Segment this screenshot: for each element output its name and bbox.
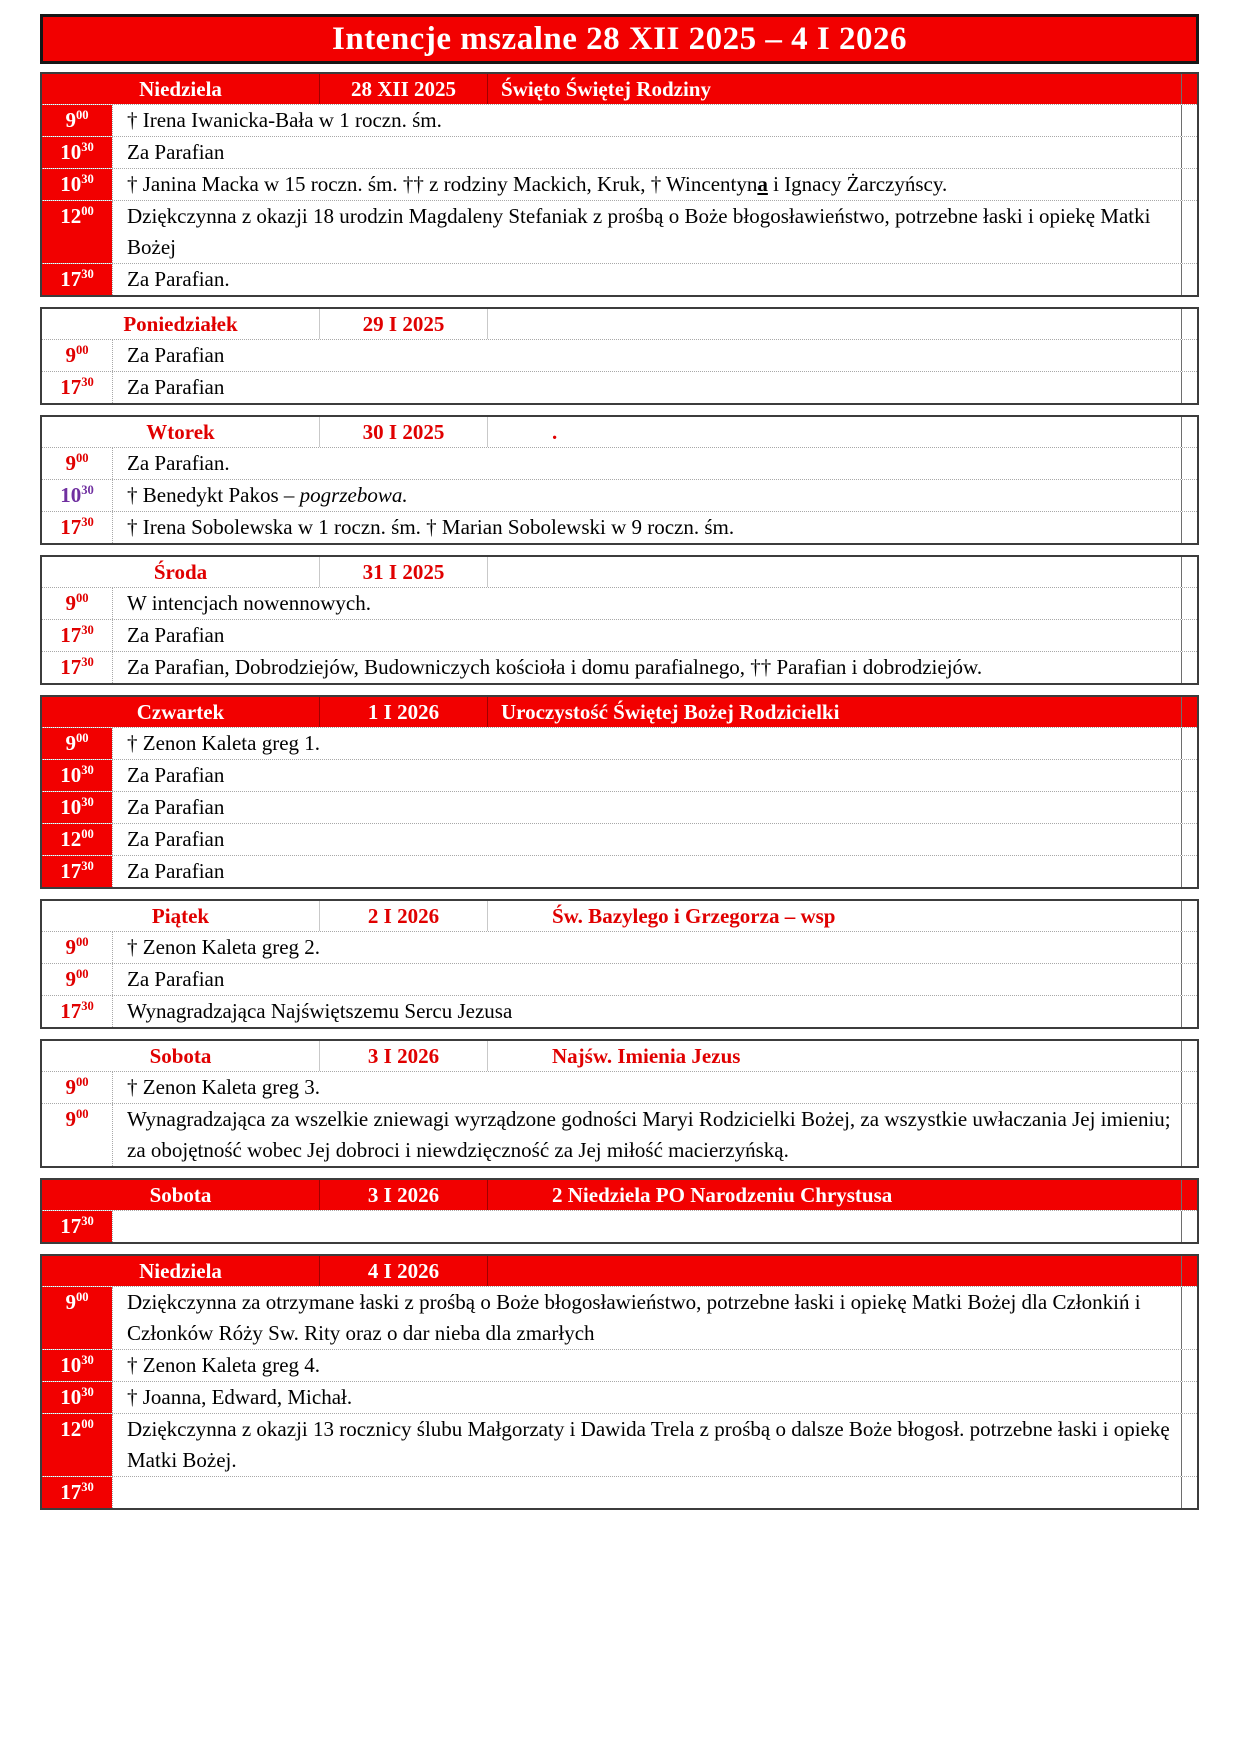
intention-text: Za Parafian, Dobrodziejów, Budowniczych kościoła i domu parafialnego, †† Parafian i dobrodziejów. <box>112 652 1181 683</box>
time-cell <box>42 824 112 855</box>
intention-row <box>42 200 1197 263</box>
end-column <box>1181 309 1197 339</box>
intention-row <box>42 619 1197 651</box>
section-day-name: Środa <box>42 557 320 587</box>
time-hour: 12 <box>60 827 82 851</box>
day-section-sobota-3-rano <box>40 1039 1199 1168</box>
intention-text: † Zenon Kaleta greg 2. <box>112 932 1181 963</box>
day-section-sroda-31 <box>40 555 1199 685</box>
intention-text: Wynagradzająca za wszelkie zniewagi wyrządzone godności Maryi Rodzicielki Bożej, za wszystkie uwłaczania Jej imieniu; za obojętność wobec Jej dobroci i niewdzięczność za Jej miłość macierzyńską. <box>112 1104 1181 1166</box>
time-hour: 10 <box>60 172 82 196</box>
time-hour: 12 <box>60 204 82 228</box>
intention-row <box>42 995 1197 1027</box>
section-day-name: Sobota <box>42 1180 320 1210</box>
time-hour: 9 <box>65 731 76 755</box>
time-hour: 9 <box>65 451 76 475</box>
time-hour: 10 <box>60 763 82 787</box>
time-minutes: 00 <box>75 967 89 981</box>
intention-row <box>42 479 1197 511</box>
section-header <box>42 417 1197 447</box>
time-hour: 10 <box>60 1385 82 1409</box>
end-column <box>1181 264 1197 295</box>
time-cell <box>42 620 112 651</box>
time-minutes: 30 <box>81 267 94 281</box>
intention-text: Za Parafian <box>112 856 1181 887</box>
section-day-name: Wtorek <box>42 417 320 447</box>
intention-text: † Zenon Kaleta greg 1. <box>112 728 1181 759</box>
time-minutes: 30 <box>81 1385 94 1399</box>
intention-row <box>42 447 1197 479</box>
intention-text: Za Parafian. <box>112 264 1181 295</box>
intention-text: Dziękczynna z okazji 13 rocznicy ślubu Małgorzaty i Dawida Trela z prośbą o dalsze Boże błogosł. potrzebne łaski i opiekę Matki Bożej. <box>112 1414 1181 1476</box>
day-section-sobota-3-wieczor <box>40 1178 1199 1244</box>
time-minutes: 30 <box>81 859 94 873</box>
section-day-name: Niedziela <box>42 1256 320 1286</box>
intention-text <box>112 1211 1181 1242</box>
time-minutes: 30 <box>81 999 94 1013</box>
time-minutes: 00 <box>81 827 94 841</box>
section-date: 3 I 2026 <box>320 1041 488 1071</box>
section-header <box>42 1256 1197 1286</box>
time-minutes: 30 <box>81 1214 94 1228</box>
intention-text: Za Parafian <box>112 760 1181 791</box>
time-minutes: 30 <box>81 515 94 529</box>
time-cell <box>42 588 112 619</box>
time-cell <box>42 1350 112 1381</box>
time-cell <box>42 137 112 168</box>
section-header <box>42 901 1197 931</box>
end-column <box>1181 588 1197 619</box>
end-column <box>1181 1477 1197 1508</box>
end-column <box>1181 512 1197 543</box>
time-minutes: 30 <box>81 655 94 669</box>
day-section-piatek-2 <box>40 899 1199 1029</box>
day-section-niedziela-28-xii <box>40 72 1199 297</box>
intention-text: W intencjach nowennowych. <box>112 588 1181 619</box>
intention-text: Za Parafian <box>112 372 1181 403</box>
intention-row <box>42 1413 1197 1476</box>
time-cell <box>42 105 112 136</box>
time-cell <box>42 760 112 791</box>
intention-text: Wynagradzająca Najświętszemu Sercu Jezusa <box>112 996 1181 1027</box>
time-cell <box>42 728 112 759</box>
time-minutes: 30 <box>81 172 94 186</box>
intention-text-part: † Benedykt Pakos – <box>127 483 300 507</box>
intention-text <box>112 480 1181 511</box>
intention-row <box>42 136 1197 168</box>
intention-row <box>42 263 1197 295</box>
end-column <box>1181 372 1197 403</box>
intention-text: † Zenon Kaleta greg 3. <box>112 1072 1181 1103</box>
time-hour: 10 <box>60 1353 82 1377</box>
end-column <box>1181 652 1197 683</box>
time-minutes: 00 <box>81 1417 94 1431</box>
end-column <box>1181 1041 1197 1071</box>
time-hour: 9 <box>65 967 76 991</box>
end-column <box>1181 1287 1197 1349</box>
end-column <box>1181 137 1197 168</box>
end-column <box>1181 1211 1197 1242</box>
time-cell <box>42 1072 112 1103</box>
time-hour: 17 <box>60 267 82 291</box>
intention-text: Za Parafian <box>112 137 1181 168</box>
end-column <box>1181 1104 1197 1166</box>
time-cell <box>42 480 112 511</box>
time-cell <box>42 652 112 683</box>
time-hour: 9 <box>65 1075 76 1099</box>
section-feast: Najśw. Imienia Jezus <box>552 1044 741 1068</box>
section-day-name: Sobota <box>42 1041 320 1071</box>
intention-row <box>42 1103 1197 1166</box>
time-hour: 17 <box>60 859 82 883</box>
intention-text: † Irena Sobolewska w 1 roczn. śm. † Marian Sobolewski w 9 roczn. śm. <box>112 512 1181 543</box>
intention-row <box>42 1071 1197 1103</box>
intention-row <box>42 1286 1197 1349</box>
intention-row <box>42 963 1197 995</box>
section-feast: 2 Niedziela PO Narodzeniu Chrystusa <box>552 1183 893 1207</box>
end-column <box>1181 1072 1197 1103</box>
intention-text: † Joanna, Edward, Michał. <box>112 1382 1181 1413</box>
end-column <box>1181 792 1197 823</box>
time-cell <box>42 856 112 887</box>
section-feast: Uroczystość Świętej Bożej Rodzicielki <box>501 700 840 724</box>
day-section-wtorek-30 <box>40 415 1199 545</box>
time-hour: 12 <box>60 1417 82 1441</box>
day-section-niedziela-4 <box>40 1254 1199 1510</box>
time-minutes: 00 <box>75 1290 89 1304</box>
time-minutes: 30 <box>81 140 94 154</box>
time-cell <box>42 1211 112 1242</box>
section-header <box>42 697 1197 727</box>
section-date: 2 I 2026 <box>320 901 488 931</box>
end-column <box>1181 901 1197 931</box>
time-cell <box>42 932 112 963</box>
time-cell <box>42 512 112 543</box>
time-minutes: 00 <box>75 343 89 357</box>
section-header <box>42 309 1197 339</box>
end-column <box>1181 1414 1197 1476</box>
end-column <box>1181 1180 1197 1210</box>
time-cell <box>42 1382 112 1413</box>
time-cell <box>42 792 112 823</box>
intention-row <box>42 759 1197 791</box>
intention-row <box>42 587 1197 619</box>
section-date: 28 XII 2025 <box>320 74 488 104</box>
section-header <box>42 557 1197 587</box>
end-column <box>1181 728 1197 759</box>
time-cell <box>42 964 112 995</box>
time-cell <box>42 448 112 479</box>
end-column <box>1181 1382 1197 1413</box>
intention-row <box>42 855 1197 887</box>
end-column <box>1181 964 1197 995</box>
time-cell <box>42 1104 112 1166</box>
section-date: 4 I 2026 <box>320 1256 488 1286</box>
time-cell <box>42 201 112 263</box>
time-hour: 10 <box>60 795 82 819</box>
time-hour: 9 <box>65 108 76 132</box>
intention-row <box>42 1476 1197 1508</box>
end-column <box>1181 932 1197 963</box>
time-hour: 17 <box>60 999 82 1023</box>
intention-row <box>42 823 1197 855</box>
intention-text: Dziękczynna za otrzymane łaski z prośbą o Boże błogosławieństwo, potrzebne łaski i opiekę Matki Bożej dla Członkiń i Członków Róży Sw. Rity oraz o dar nieba dla zmarłych <box>112 1287 1181 1349</box>
intention-text <box>112 169 1181 200</box>
section-header <box>42 1041 1197 1071</box>
end-column <box>1181 1256 1197 1286</box>
time-hour: 17 <box>60 515 82 539</box>
time-hour: 10 <box>60 483 82 507</box>
intention-row <box>42 1210 1197 1242</box>
time-hour: 17 <box>60 655 82 679</box>
time-minutes: 00 <box>75 1075 89 1089</box>
time-cell <box>42 1414 112 1476</box>
end-column <box>1181 996 1197 1027</box>
end-column <box>1181 480 1197 511</box>
end-column <box>1181 557 1197 587</box>
intention-row <box>42 104 1197 136</box>
end-column <box>1181 340 1197 371</box>
title-banner <box>40 14 1199 64</box>
time-hour: 9 <box>65 591 76 615</box>
intention-row <box>42 931 1197 963</box>
section-header <box>42 74 1197 104</box>
section-date: 29 I 2025 <box>320 309 488 339</box>
section-feast: Św. Bazylego i Grzegorza – wsp <box>552 904 836 928</box>
time-minutes: 00 <box>81 204 94 218</box>
intention-text: Dziękczynna z okazji 18 urodzin Magdaleny Stefaniak z prośbą o Boże błogosławieństwo, potrzebne łaski i opiekę Matki Bożej <box>112 201 1181 263</box>
time-cell <box>42 264 112 295</box>
section-day-name: Niedziela <box>42 74 320 104</box>
time-cell <box>42 169 112 200</box>
end-column <box>1181 169 1197 200</box>
section-day-name: Poniedziałek <box>42 309 320 339</box>
time-hour: 17 <box>60 1214 82 1238</box>
intention-row <box>42 168 1197 200</box>
section-feast: Święto Świętej Rodziny <box>501 77 711 101</box>
time-hour: 17 <box>60 1480 82 1504</box>
time-minutes: 00 <box>75 591 89 605</box>
time-minutes: 30 <box>81 375 94 389</box>
time-minutes: 00 <box>75 935 89 949</box>
intention-row <box>42 1381 1197 1413</box>
time-cell <box>42 340 112 371</box>
intention-text-part: † Janina Macka w 15 roczn. śm. †† z rodziny Mackich, Kruk, † Wincentyn <box>127 172 758 196</box>
time-cell <box>42 1477 112 1508</box>
time-hour: 9 <box>65 935 76 959</box>
intention-text-part: pogrzebowa. <box>299 483 408 507</box>
section-date: 1 I 2026 <box>320 697 488 727</box>
intention-row <box>42 727 1197 759</box>
time-minutes: 30 <box>81 795 94 809</box>
time-cell <box>42 1287 112 1349</box>
section-date: 30 I 2025 <box>320 417 488 447</box>
end-column <box>1181 697 1197 727</box>
intention-row <box>42 511 1197 543</box>
end-column <box>1181 760 1197 791</box>
time-minutes: 30 <box>81 1480 94 1494</box>
time-cell <box>42 996 112 1027</box>
time-minutes: 30 <box>81 623 94 637</box>
time-minutes: 00 <box>75 108 89 122</box>
time-minutes: 00 <box>75 1107 89 1121</box>
intention-row <box>42 1349 1197 1381</box>
section-date: 3 I 2026 <box>320 1180 488 1210</box>
intention-row <box>42 371 1197 403</box>
day-section-poniedzialek-29 <box>40 307 1199 405</box>
section-day-name: Piątek <box>42 901 320 931</box>
end-column <box>1181 74 1197 104</box>
time-hour: 17 <box>60 623 82 647</box>
time-minutes: 30 <box>81 1353 94 1367</box>
schedule-sections <box>40 72 1199 1510</box>
end-column <box>1181 201 1197 263</box>
intention-text: Za Parafian <box>112 824 1181 855</box>
end-column <box>1181 824 1197 855</box>
section-header <box>42 1180 1197 1210</box>
end-column <box>1181 417 1197 447</box>
end-column <box>1181 105 1197 136</box>
time-cell <box>42 372 112 403</box>
day-section-czwartek-1 <box>40 695 1199 889</box>
intention-text <box>112 1477 1181 1508</box>
time-hour: 17 <box>60 375 82 399</box>
time-minutes: 00 <box>75 451 89 465</box>
intention-text-part: i Ignacy Żarczyńscy. <box>767 172 948 196</box>
intention-text: Za Parafian <box>112 340 1181 371</box>
end-column <box>1181 1350 1197 1381</box>
section-date: 31 I 2025 <box>320 557 488 587</box>
end-column <box>1181 448 1197 479</box>
intention-text: Za Parafian <box>112 964 1181 995</box>
intention-row <box>42 339 1197 371</box>
intention-row <box>42 651 1197 683</box>
end-column <box>1181 856 1197 887</box>
time-minutes: 30 <box>81 763 94 777</box>
time-hour: 10 <box>60 140 82 164</box>
intention-text: † Irena Iwanicka-Bała w 1 roczn. śm. <box>112 105 1181 136</box>
time-hour: 9 <box>65 1290 76 1314</box>
time-minutes: 00 <box>75 731 89 745</box>
end-column <box>1181 620 1197 651</box>
time-hour: 9 <box>65 343 76 367</box>
intention-text-part: a <box>757 172 768 196</box>
intention-row <box>42 791 1197 823</box>
page-title: Intencje mszalne 28 XII 2025 – 4 I 2026 <box>332 20 907 57</box>
intention-text: Za Parafian <box>112 792 1181 823</box>
intention-text: Za Parafian <box>112 620 1181 651</box>
section-feast: . <box>552 420 558 444</box>
section-day-name: Czwartek <box>42 697 320 727</box>
time-hour: 9 <box>65 1107 76 1131</box>
intention-text: Za Parafian. <box>112 448 1181 479</box>
time-minutes: 30 <box>81 483 94 497</box>
intention-text: † Zenon Kaleta greg 4. <box>112 1350 1181 1381</box>
